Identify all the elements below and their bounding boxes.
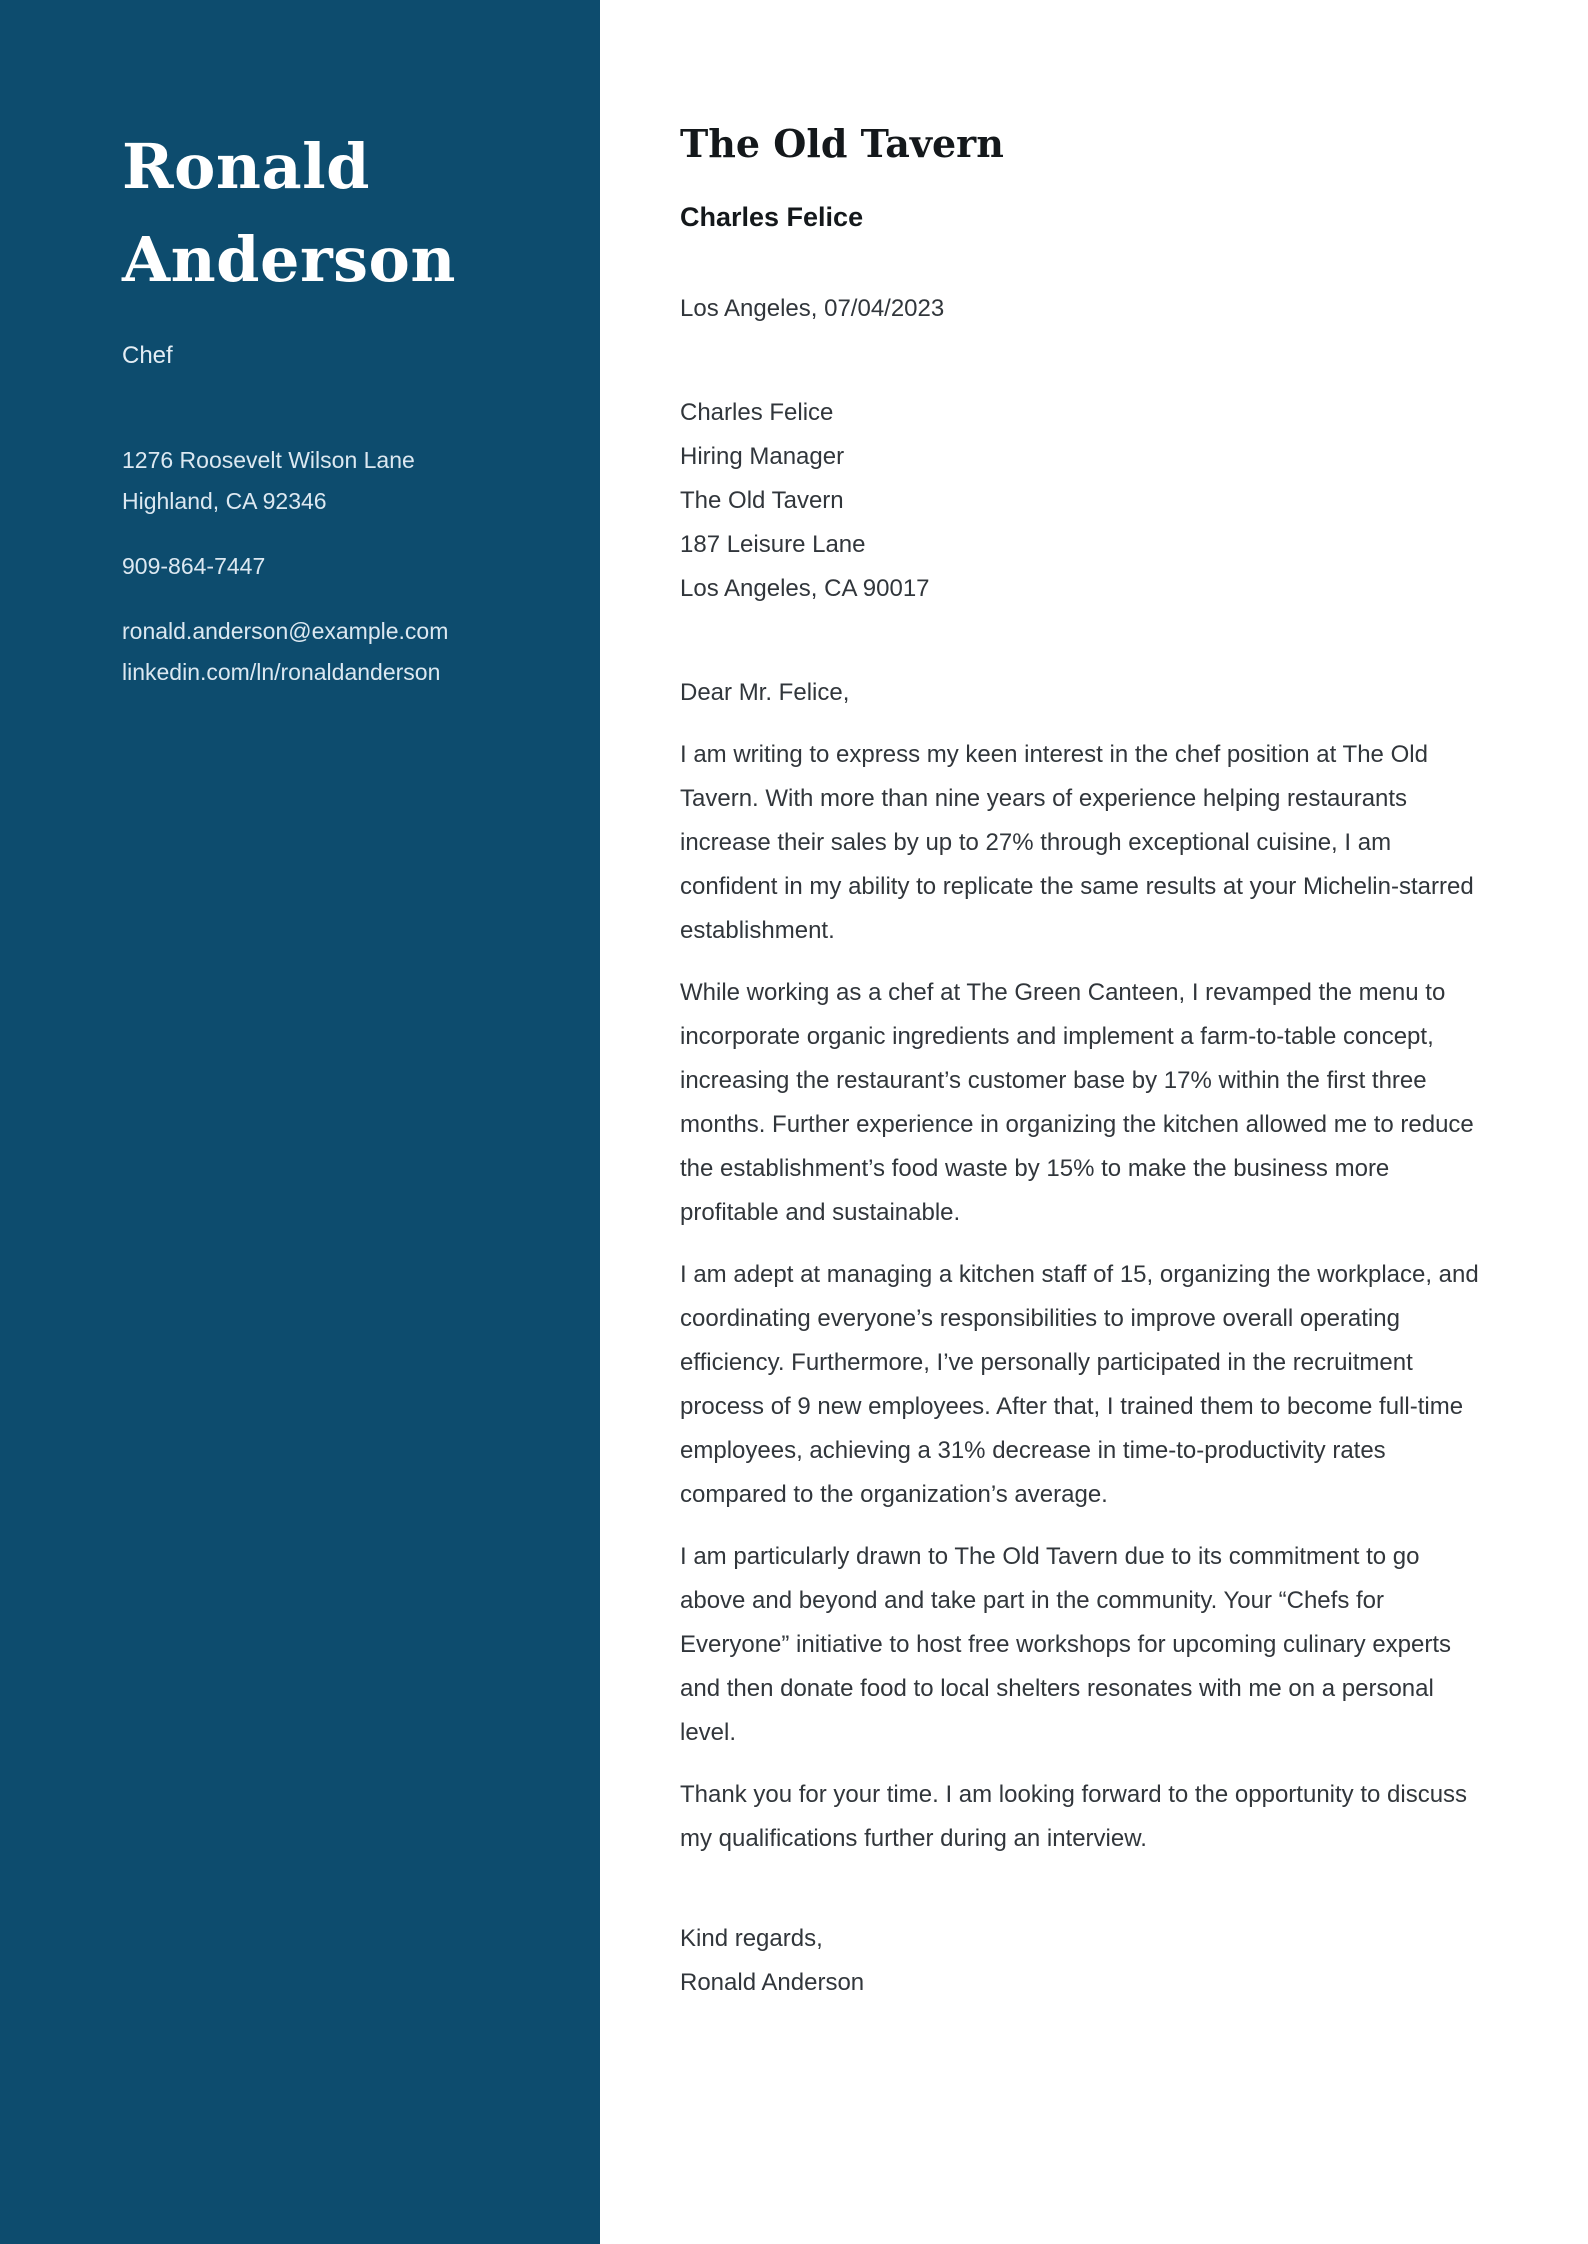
company-title: The Old Tavern [680,121,1004,166]
candidate-name [122,120,560,306]
letter-body [600,0,1588,2244]
contact-online [122,611,560,693]
address-line-1: 1276 Roosevelt Wilson Lane [122,447,415,473]
closing-phrase: Kind regards, [680,1925,823,1952]
job-title: Chef [122,342,173,369]
contact-address [122,440,560,522]
letter-paragraph: I am adept at managing a kitchen staff of 15, organizing the workplace, and coordinating everyone’s responsibilities to improve overall operating efficiency. Furthermore, I’ve personally participated in the recruitment process of 9 new employees. After that, I trained them to become full-time employees, achieving a 31% decrease in time-to-productivity rates compared to the organization’s average. [680,1261,1479,1508]
candidate-last-name: Anderson [122,223,456,296]
letter-paragraph: Thank you for your time. I am looking forward to the opportunity to discuss my qualifications further during an interview. [680,1781,1468,1852]
recipient-address-block [680,391,1488,611]
phone-number: 909-864-7447 [122,553,266,579]
email-address: ronald.anderson@example.com [122,618,449,644]
recipient-line: 187 Leisure Lane [680,531,866,558]
date-line: Los Angeles, 07/04/2023 [680,295,945,322]
closing-block [680,1917,1488,2005]
letter-paragraph: I am writing to express my keen interest in the chef position at The Old Tavern. With more than nine years of experience helping restaurants increase their sales by up to 27% through exceptional cuisine, I am confident in my ability to replicate the same results at your Michelin-starred establishment. [680,741,1474,944]
recipient-name-heading: Charles Felice [680,202,864,232]
contact-phone [122,546,560,587]
letter-paragraph: I am particularly drawn to The Old Tavern due to its commitment to go above and beyond and take part in the community. Your “Chefs for Everyone” initiative to host free workshops for upcoming culinary experts and then donate food to local shelters resonates with me on a personal level. [680,1543,1452,1746]
sidebar [0,0,600,2244]
linkedin-handle: linkedin.com/ln/ronaldanderson [122,659,441,685]
signature-name: Ronald Anderson [680,1969,865,1996]
recipient-line: The Old Tavern [680,487,844,514]
recipient-line: Hiring Manager [680,443,845,470]
salutation: Dear Mr. Felice, [680,679,850,706]
address-line-2: Highland, CA 92346 [122,488,327,514]
letter-paragraph: While working as a chef at The Green Canteen, I revamped the menu to incorporate organic ingredients and implement a farm-to-table concept, increasing the restaurant’s customer base by 17% within the first three months. Further experience in organizing the kitchen allowed me to reduce the establishment’s food waste by 15% to make the business more profitable and sustainable. [680,979,1474,1226]
recipient-line: Charles Felice [680,399,834,426]
candidate-first-name: Ronald [122,130,371,203]
recipient-line: Los Angeles, CA 90017 [680,575,930,602]
